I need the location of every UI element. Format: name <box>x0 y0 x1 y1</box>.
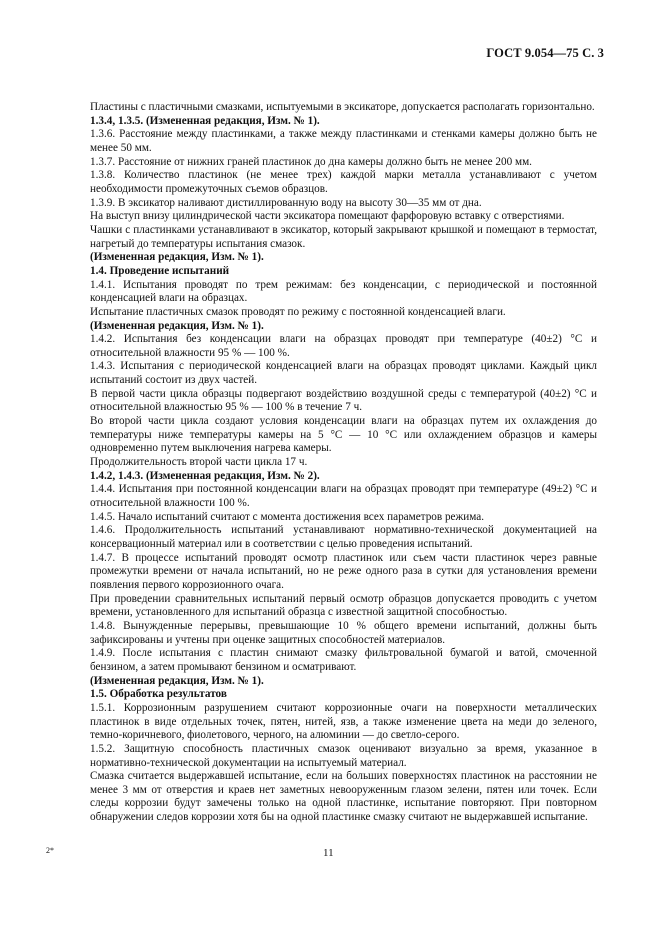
paragraph-text: При проведении сравнительных испытаний первый осмотр образцов допускается проводить с учетом времени, установленного для испытаний образца с известной защитной способностью. <box>90 592 597 619</box>
paragraph <box>90 224 597 251</box>
paragraph <box>90 210 597 224</box>
paragraph <box>90 279 597 306</box>
paragraph <box>90 483 597 510</box>
paragraph <box>90 101 597 115</box>
signature-mark: 2* <box>46 846 54 855</box>
paragraph-text: 1.4.6. Продолжительность испытаний устанавливают нормативно-технической документацией на консервационный материал или в соответствии с целью проведения испытаний. <box>90 524 597 550</box>
paragraph <box>90 702 597 743</box>
paragraph-text: 1.4.2. Испытания без конденсации влаги на образцах проводят при температуре (40±2) °С и относительной влажности 95 % — 100 %. <box>90 333 597 359</box>
paragraph <box>90 128 597 155</box>
paragraph-text: Во второй части цикла создают условия конденсации влаги на образцах путем их охлаждения до температуры ниже температуры камеры на 5 °С — 10 °С или охлаждением образцов и камеры одновременно путем выключения нагрева камеры. <box>90 415 597 455</box>
paragraph-text: Продолжительность второй части цикла 17 ч. <box>90 456 308 469</box>
paragraph <box>90 593 597 620</box>
paragraph <box>90 524 597 551</box>
paragraph-text: 1.4.3. Испытания с периодической конденсацией влаги на образцах проводят циклами. Каждый цикл испытаний состоит из двух частей. <box>90 360 597 387</box>
paragraph-text: 1.5.2. Защитную способность пластичных смазок оценивают визуально за время, указанное в нормативно-технической документации на испытуемый материал. <box>90 742 597 769</box>
paragraph-text: 1.4.1. Испытания проводят по трем режимам: без конденсации, с периодической и постоянной конденсацией влаги на образцах. <box>90 278 597 305</box>
paragraph-text: 1.3.7. Расстояние от нижних граней пластинок до дна камеры должно быть не менее 200 мм. <box>90 155 532 168</box>
paragraph-text: (Измененная редакция, Изм. № 1). <box>90 319 264 332</box>
paragraph-text: 1.4.4. Испытания при постоянной конденсации влаги на образцах проводят при температуре (49±2) °С и относительной влажности 100 %. <box>90 483 597 510</box>
paragraph-text: 1.4.5. Начало испытаний считают с момента достижения всех параметров режима. <box>90 510 485 523</box>
paragraph-text: 1.5.1. Коррозионным разрушением считают коррозионные очаги на поверхности металлических пластинок в виде отдельных точек, пятен, нитей, язв, а также изменение цвета на меди до зеленого, темно-коричневого, фиолетового, черного, на алюминии — до светло-серого. <box>90 701 597 742</box>
amendment-note <box>90 251 597 265</box>
paragraph <box>90 388 597 415</box>
amendment-note <box>90 320 597 334</box>
paragraph-text: 1.4.7. В процессе испытаний проводят осмотр пластинок или съем части пластинок через равные промежутки времени от начала испытаний, но не реже одного раза в сутки для установления времени появления первого коррозионного очага. <box>90 551 597 591</box>
paragraph-text: 1.3.6. Расстояние между пластинками, а также между пластинками и стенками камеры должно быть не менее 50 мм. <box>90 128 597 154</box>
paragraph <box>90 552 597 593</box>
paragraph <box>90 511 597 525</box>
section-heading <box>90 265 597 279</box>
page-header: ГОСТ 9.054—75 С. 3 <box>486 46 604 60</box>
amendment-note <box>90 675 597 689</box>
paragraph-text: 1.3.9. В эксикатор наливают дистиллированную воду на высоту 30—35 мм от дна. <box>90 196 482 209</box>
paragraph-text: В первой части цикла образцы подвергают воздействию воздушной среды с температурой (40±2) °С и относительной влажностью 95 % — 100 % в течение 7 ч. <box>90 387 597 414</box>
paragraph-text: 1.4.8. Вынужденные перерывы, превышающие 10 % общего времени испытаний, должны быть зафиксированы и учтены при оценке защитных способностей материалов. <box>90 619 597 646</box>
paragraph <box>90 333 597 360</box>
paragraph-text: 1.3.4, 1.3.5. (Измененная редакция, Изм. № 1). <box>90 114 320 127</box>
paragraph-text: 1.3.8. Количество пластинок (не менее трех) каждой марки металла устанавливают с учетом необходимости промежуточных съемов образцов. <box>90 169 597 195</box>
section-heading <box>90 688 597 702</box>
paragraph-text: 1.5. Обработка результатов <box>90 688 227 701</box>
paragraph <box>90 360 597 387</box>
paragraph <box>90 456 597 470</box>
paragraph-text: Пластины с пластичными смазками, испытуемыми в эксикаторе, допускается располагать горизонтально. <box>90 101 595 113</box>
paragraph <box>90 620 597 647</box>
paragraph-text: 1.4. Проведение испытаний <box>90 264 230 277</box>
paragraph <box>90 197 597 211</box>
paragraph <box>90 743 597 770</box>
paragraph-text: На выступ внизу цилиндрической части эксикатора помещают фарфоровую вставку с отверстиями. <box>90 210 565 223</box>
paragraph-text: Смазка считается выдержавшей испытание, если на больших поверхностях пластинок на расстоянии не менее 3 мм от отверстия и краев нет заметных невооруженным глазом зелени, пятен или точек. Если следы коррозии будут замечены только на одной пластинке, испытание повторяют. При повторном обнаружении следов коррозии хотя бы на одной пластинке смазку считают не выдержавшей испытание. <box>90 770 597 824</box>
page-number: 11 <box>323 847 334 859</box>
paragraph <box>90 647 597 674</box>
paragraph <box>90 306 597 320</box>
document-body <box>90 101 597 825</box>
paragraph-text: (Измененная редакция, Изм. № 1). <box>90 251 264 264</box>
paragraph-text: (Измененная редакция, Изм. № 1). <box>90 674 264 687</box>
paragraph <box>90 470 597 484</box>
paragraph-text: 1.4.9. После испытания с пластин снимают смазку фильтровальной бумагой и ватой, смоченной бензином, а затем промывают бензином и осматривают. <box>90 647 597 673</box>
paragraph-text: Чашки с пластинками устанавливают в эксикатор, который закрывают крышкой и помещают в термостат, нагретый до температуры испытания смазок. <box>90 223 597 250</box>
paragraph-text: Испытание пластичных смазок проводят по режиму с постоянной конденсацией влаги. <box>90 305 506 318</box>
paragraph <box>90 115 597 129</box>
paragraph <box>90 169 597 196</box>
paragraph-text: 1.4.2, 1.4.3. (Измененная редакция, Изм. № 2). <box>90 469 320 482</box>
paragraph <box>90 415 597 456</box>
paragraph <box>90 156 597 170</box>
paragraph <box>90 770 597 825</box>
